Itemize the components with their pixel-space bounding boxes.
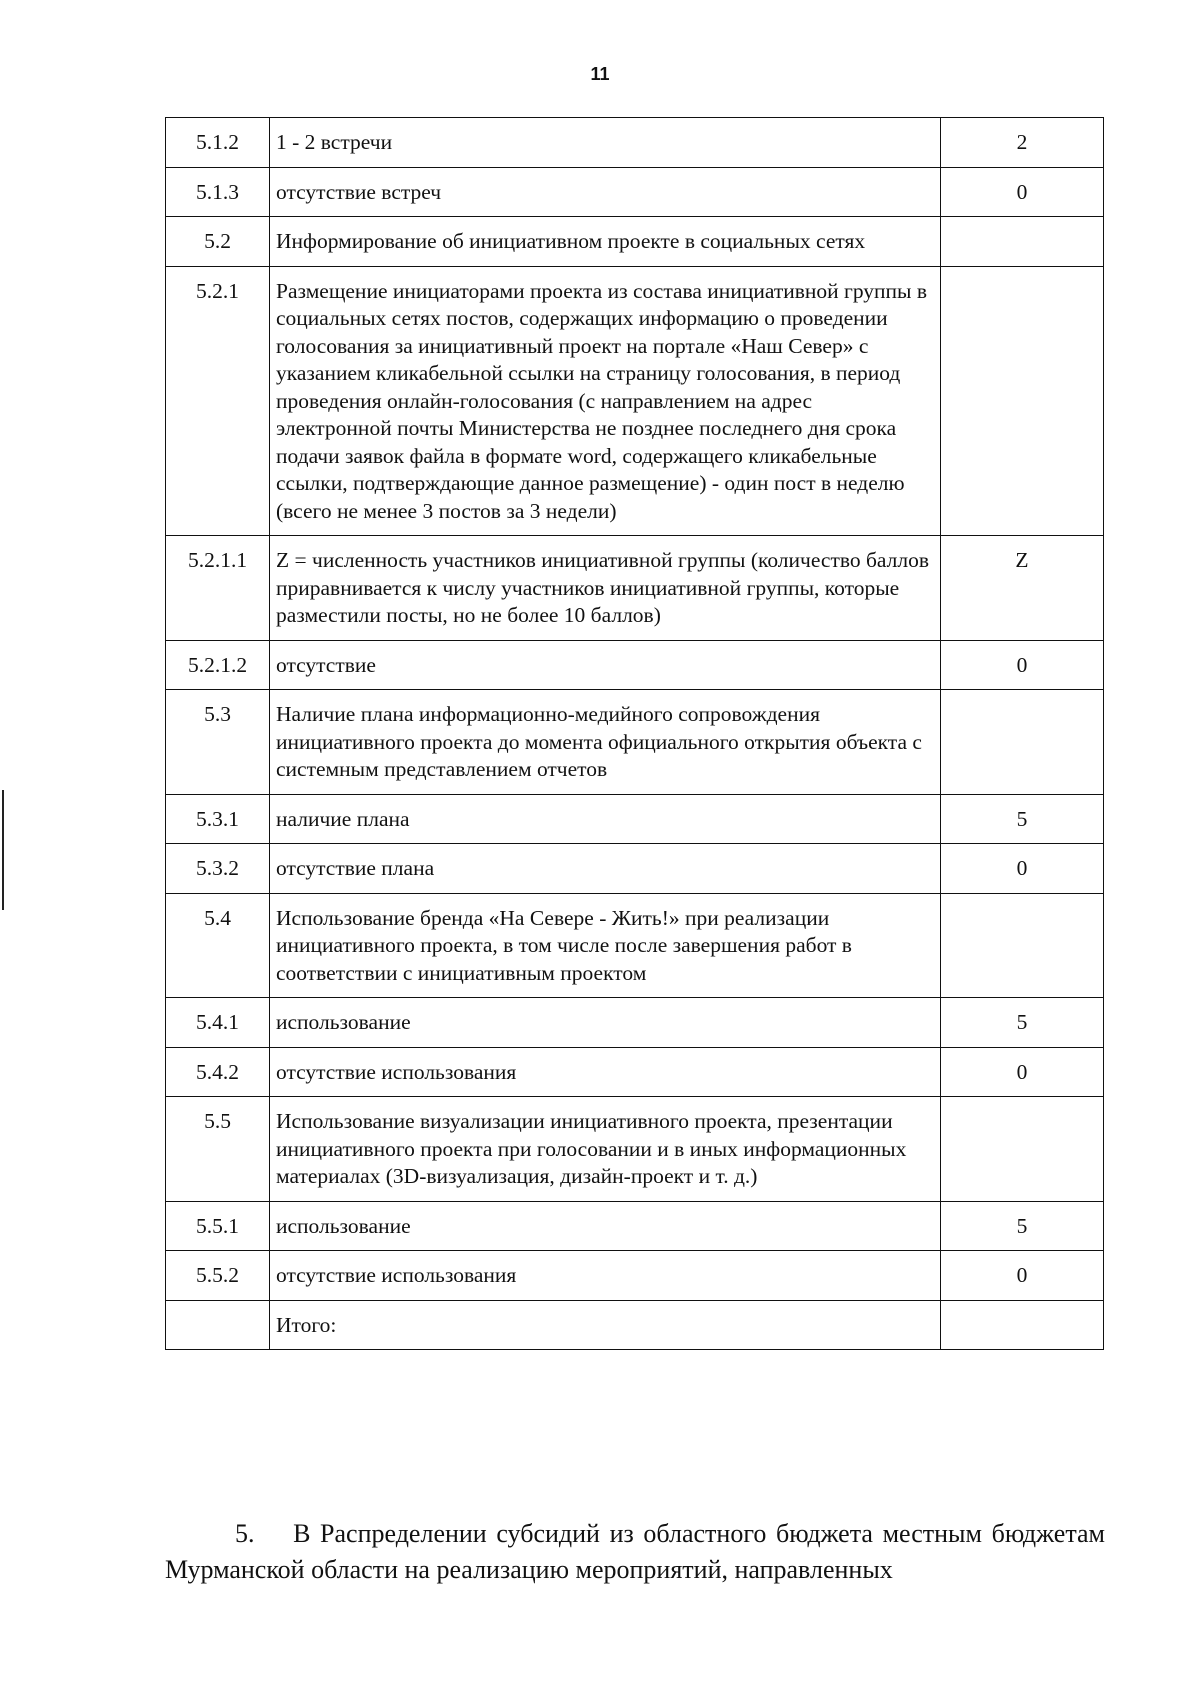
row-text: использование xyxy=(270,998,941,1048)
row-score: 0 xyxy=(941,167,1104,217)
row-text: наличие плана xyxy=(270,794,941,844)
body-paragraph: 5. В Распределении субсидий из областного бюджета местным бюджетам Мурманской области на реализацию мероприятий, направленных xyxy=(165,1519,1105,1584)
row-score xyxy=(941,266,1104,536)
row-score: Z xyxy=(941,536,1104,641)
row-score: 0 xyxy=(941,1251,1104,1301)
row-text: Размещение инициаторами проекта из состава инициативной группы в социальных сетях постов, содержащих информацию о проведении голосования за инициативный проект на портале «Наш Север» с указанием кликабельной ссылки на страницу голосования, в период проведения онлайн-голосования (с направлением на адрес электронной почты Министерства не позднее последнего дня срока подачи заявок файла в формате word, содержащего кликабельные ссылки, подтверждающие данное размещение) - один пост в неделю (всего не менее 3 постов за 3 недели) xyxy=(270,266,941,536)
row-number: 5.4.1 xyxy=(166,998,270,1048)
row-text: отсутствие использования xyxy=(270,1047,941,1097)
row-number xyxy=(166,1300,270,1350)
row-text: Информирование об инициативном проекте в социальных сетях xyxy=(270,217,941,267)
row-text: 1 - 2 встречи xyxy=(270,118,941,168)
row-score xyxy=(941,690,1104,795)
table-row xyxy=(166,217,1104,267)
table-row xyxy=(166,844,1104,894)
row-text: отсутствие использования xyxy=(270,1251,941,1301)
table-row xyxy=(166,266,1104,536)
row-text: отсутствие плана xyxy=(270,844,941,894)
table-row xyxy=(166,794,1104,844)
criteria-table-body xyxy=(166,118,1104,1350)
table-row xyxy=(166,118,1104,168)
table-row xyxy=(166,690,1104,795)
row-text: Использование бренда «На Севере - Жить!» при реализации инициативного проекта, в том числе после завершения работ в соответствии с инициативным проектом xyxy=(270,893,941,998)
row-score: 0 xyxy=(941,1047,1104,1097)
table-row xyxy=(166,1251,1104,1301)
row-number: 5.5 xyxy=(166,1097,270,1202)
table-row xyxy=(166,1097,1104,1202)
row-score xyxy=(941,893,1104,998)
row-score: 5 xyxy=(941,794,1104,844)
row-score xyxy=(941,1097,1104,1202)
scan-edge-mark xyxy=(2,790,4,910)
row-text: отсутствие xyxy=(270,640,941,690)
row-number: 5.1.3 xyxy=(166,167,270,217)
total-label: Итого: xyxy=(270,1300,941,1350)
table-row xyxy=(166,998,1104,1048)
row-text: Наличие плана информационно-медийного сопровождения инициативного проекта до момента официального открытия объекта с системным представлением отчетов xyxy=(270,690,941,795)
table-row xyxy=(166,1047,1104,1097)
row-score: 2 xyxy=(941,118,1104,168)
table-row xyxy=(166,536,1104,641)
row-number: 5.4.2 xyxy=(166,1047,270,1097)
row-score: 0 xyxy=(941,844,1104,894)
table-row xyxy=(166,167,1104,217)
row-number: 5.2.1.2 xyxy=(166,640,270,690)
row-score: 0 xyxy=(941,640,1104,690)
row-number: 5.3 xyxy=(166,690,270,795)
table-row-total xyxy=(166,1300,1104,1350)
row-score: 5 xyxy=(941,998,1104,1048)
row-number: 5.3.1 xyxy=(166,794,270,844)
page-number: 11 xyxy=(590,64,610,84)
row-number: 5.5.1 xyxy=(166,1201,270,1251)
table-row xyxy=(166,1201,1104,1251)
row-text: отсутствие встреч xyxy=(270,167,941,217)
row-score xyxy=(941,217,1104,267)
table-row xyxy=(166,640,1104,690)
row-number: 5.4 xyxy=(166,893,270,998)
row-number: 5.3.2 xyxy=(166,844,270,894)
row-number: 5.2.1 xyxy=(166,266,270,536)
row-number: 5.5.2 xyxy=(166,1251,270,1301)
row-score: 5 xyxy=(941,1201,1104,1251)
row-number: 5.1.2 xyxy=(166,118,270,168)
criteria-table xyxy=(165,117,1104,1350)
row-number: 5.2 xyxy=(166,217,270,267)
table-row xyxy=(166,893,1104,998)
row-text: Использование визуализации инициативного проекта, презентации инициативного проекта при голосовании и в иных информационных материалах (3D-визуализация, дизайн-проект и т. д.) xyxy=(270,1097,941,1202)
row-text: Z = численность участников инициативной группы (количество баллов приравнивается к числу участников инициативной группы, которые разместили посты, но не более 10 баллов) xyxy=(270,536,941,641)
row-number: 5.2.1.1 xyxy=(166,536,270,641)
total-score xyxy=(941,1300,1104,1350)
row-text: использование xyxy=(270,1201,941,1251)
